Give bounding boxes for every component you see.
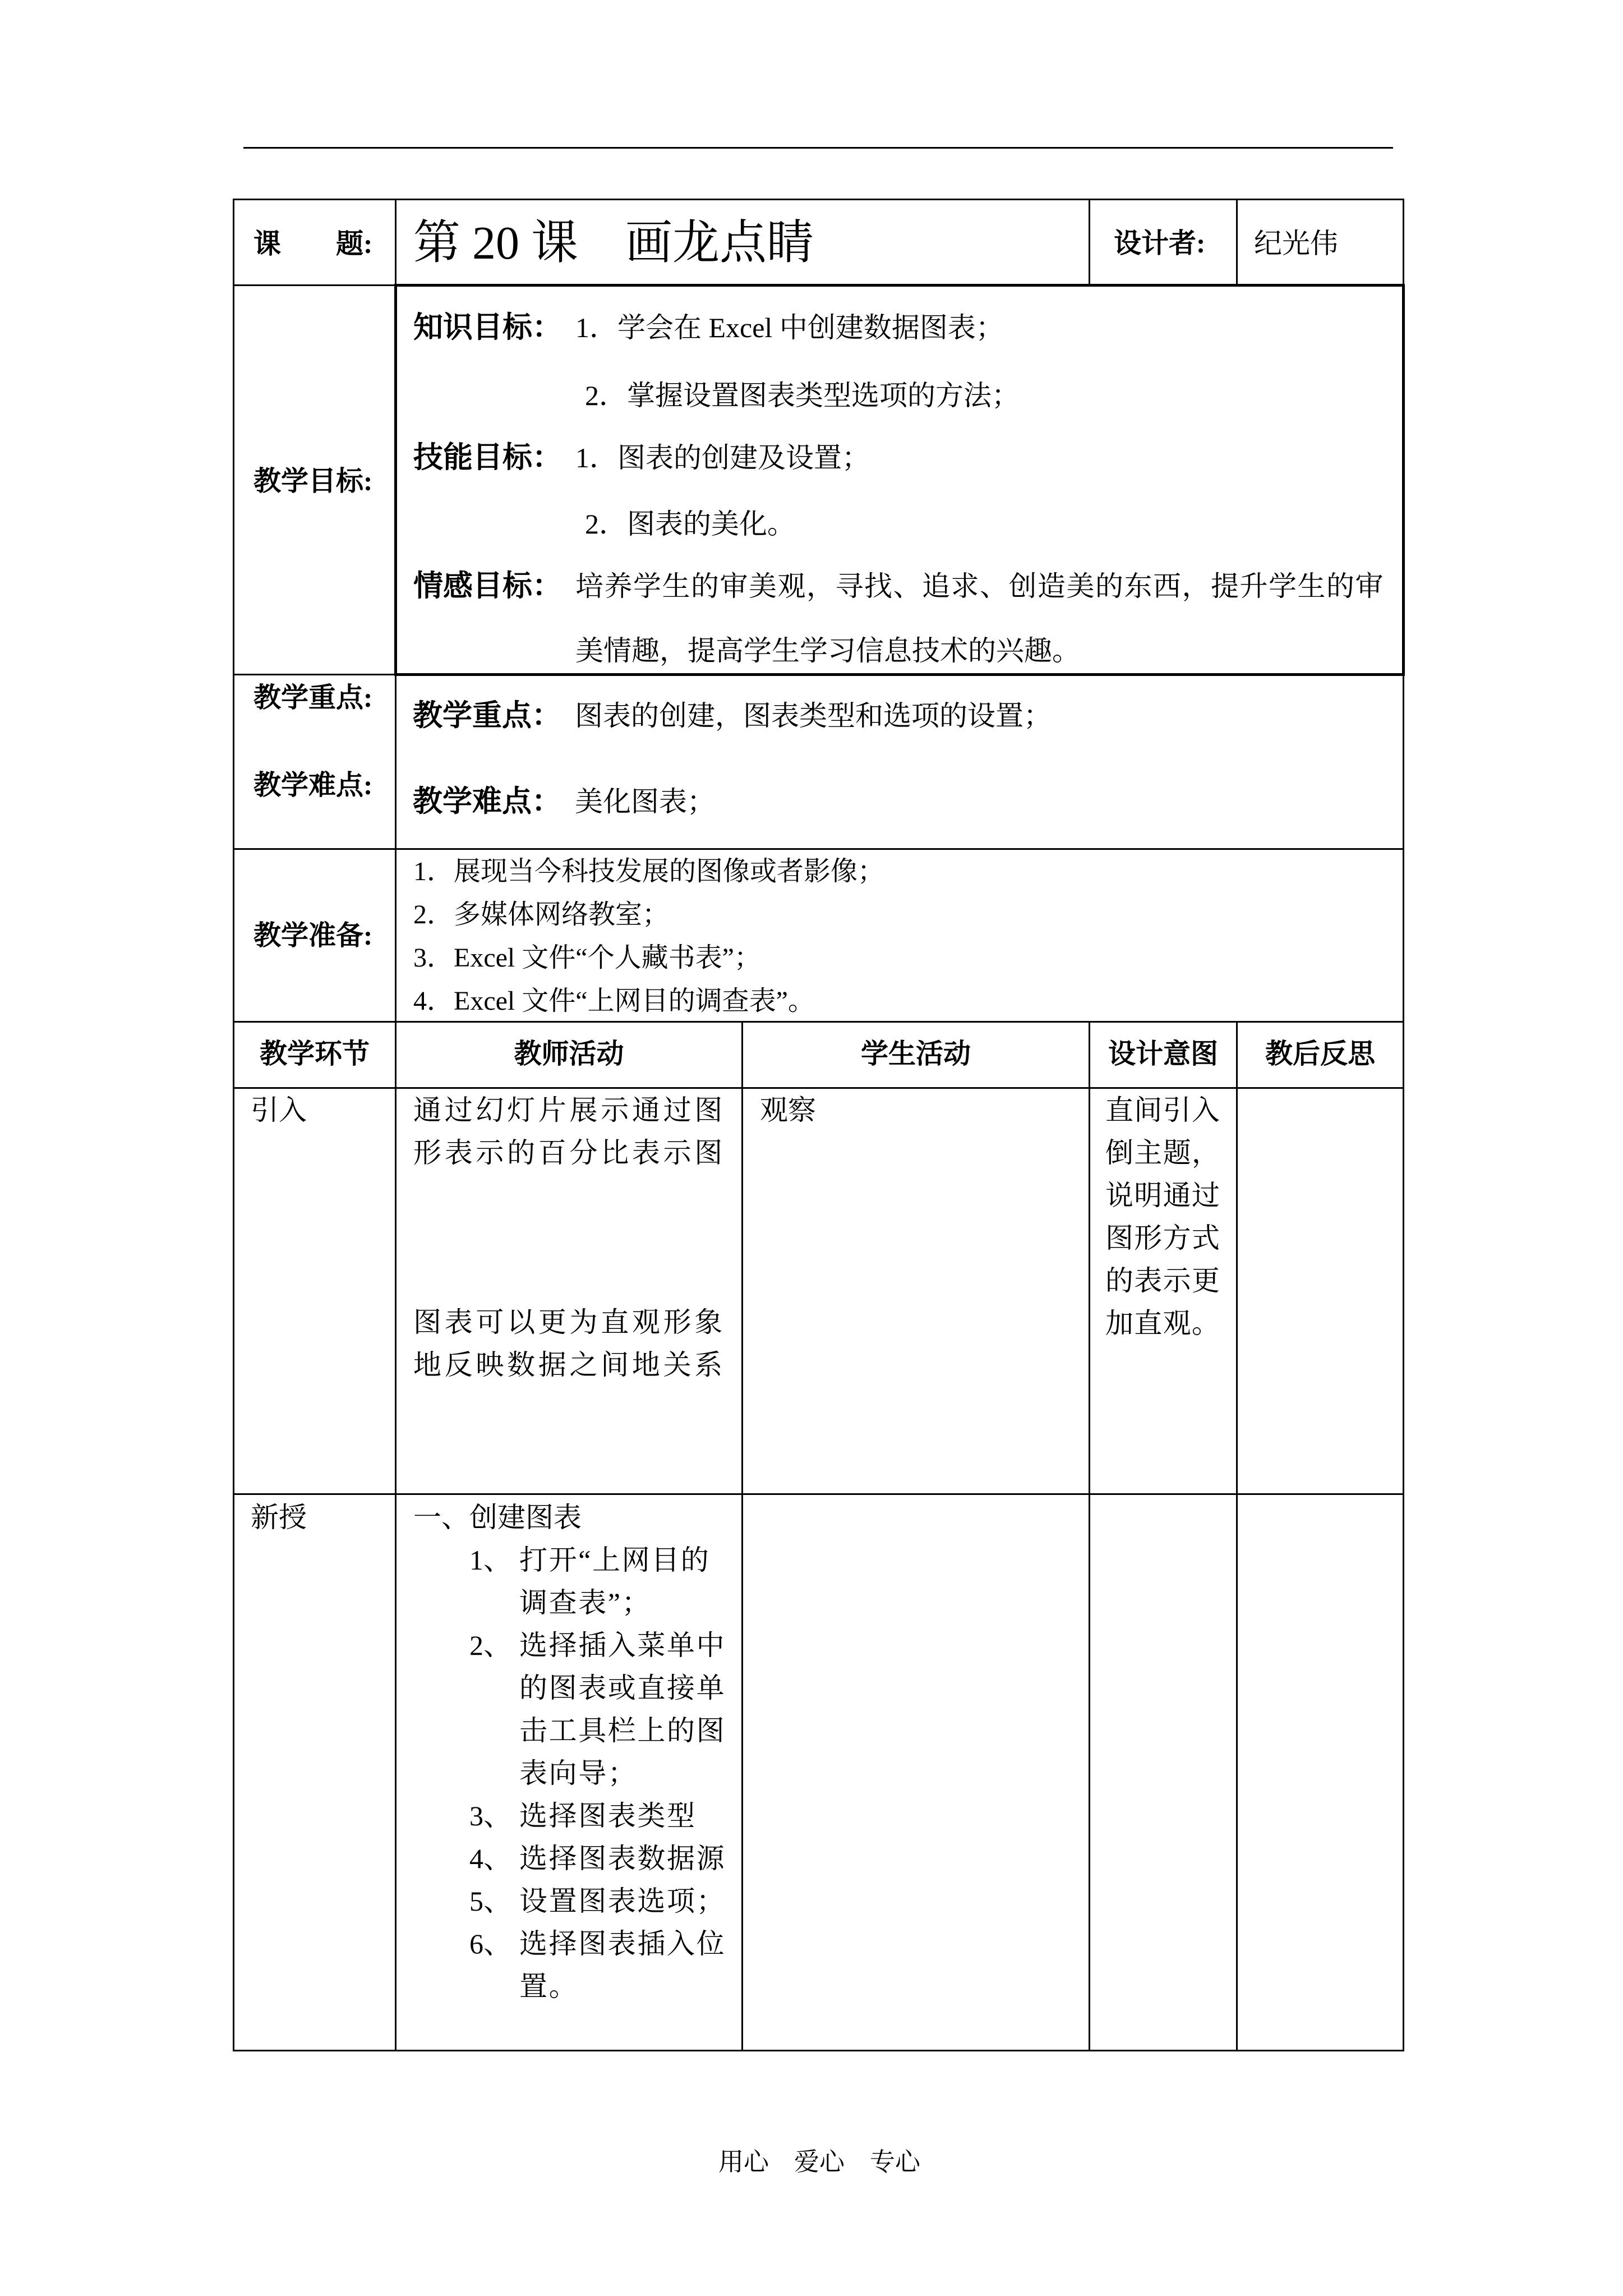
intro-intent-line: 的表示更 (1105, 1265, 1221, 1296)
new-lesson-stage-cell (233, 1493, 396, 2051)
emotion-objective-line (413, 568, 1384, 605)
knowledge-objective-item: 2．掌握设置图表类型选项的方法； (585, 380, 1020, 411)
step-number: 2、 (469, 1630, 511, 1661)
topic-label-cell (233, 199, 396, 286)
intro-intent-cell (1089, 1087, 1238, 1495)
header-design-intent: 设计意图 (1108, 1038, 1218, 1069)
focus-line (413, 697, 1052, 734)
step-text (519, 1880, 726, 1922)
intro-intent (1105, 1089, 1220, 1345)
new-lesson-heading: 一、创建图表 (413, 1502, 582, 1533)
header-reflection: 教后反思 (1265, 1038, 1375, 1069)
step-text (519, 1922, 726, 2008)
key-points-label-cell (233, 674, 396, 850)
preparation-label-cell (233, 848, 396, 1023)
difficulty-label: 教学难点: (253, 770, 373, 800)
step-line: 表向导； (519, 1757, 638, 1789)
intro-intent-line: 加直观。 (1105, 1308, 1221, 1339)
step-line: 调查表”； (519, 1587, 652, 1618)
header-student-activity: 学生活动 (860, 1038, 971, 1069)
designer-label: 设计者: (1114, 228, 1206, 259)
preparation-item: 4．Excel 文件“上网目的调查表”。 (413, 986, 815, 1016)
intro-stage: 引入 (251, 1094, 307, 1126)
knowledge-objective-label: 知识目标： (413, 311, 562, 344)
header-rule (243, 147, 1393, 149)
intro-intent-line: 图形方式 (1105, 1222, 1221, 1254)
intro-reflection-cell (1236, 1087, 1404, 1495)
preparation-list (413, 850, 884, 1023)
new-lesson-stage: 新授 (251, 1502, 307, 1533)
skill-objective-label: 技能目标： (413, 441, 562, 474)
objectives-label-cell (233, 284, 396, 675)
header-cell-intent (1089, 1021, 1238, 1089)
skill-objective-line (413, 505, 795, 542)
lesson-title: 第 20 课 画龙点睛 (413, 217, 814, 269)
difficulty-inline-label: 教学难点： (413, 785, 561, 818)
intro-teacher-line: 形表示的百分比表示图 (413, 1137, 726, 1168)
step-item (469, 1922, 726, 2008)
header-cell-reflection (1236, 1021, 1404, 1089)
emotion-objective-text: 培养学生的审美观，寻找、追求、创造美的东西，提升学生的审 (575, 570, 1384, 602)
header-cell-stage (233, 1021, 396, 1089)
difficulty-line (413, 783, 715, 820)
step-number: 1、 (469, 1544, 511, 1576)
step-text (519, 1795, 697, 1837)
new-lesson-student-cell (741, 1493, 1090, 2051)
preparation-label: 教学准备: (253, 920, 373, 951)
focus-inline-label: 教学重点： (413, 699, 561, 732)
step-line: 选择图表插入位 (519, 1928, 726, 1959)
intro-intent-line: 倒主题， (1105, 1137, 1221, 1168)
intro-teacher-line: 图表可以更为直观形象 (413, 1306, 726, 1338)
skill-objective-item: 2．图表的美化。 (585, 508, 795, 540)
step-line: 的图表或直接单 (519, 1672, 726, 1704)
intro-intent-line: 说明通过 (1105, 1180, 1221, 1211)
intro-teacher-paragraph (413, 1089, 726, 1174)
step-item (469, 1880, 726, 1922)
step-line: 选择插入菜单中 (519, 1630, 726, 1661)
step-line: 击工具栏上的图 (519, 1715, 726, 1746)
focus-text: 图表的创建，图表类型和选项的设置； (575, 700, 1052, 731)
step-line: 选择图表数据源 (519, 1843, 726, 1874)
step-number: 3、 (469, 1800, 511, 1832)
objectives-content-cell (394, 284, 1405, 676)
emotion-objective-line (413, 632, 1080, 669)
designer-cell (1236, 199, 1404, 286)
header-cell-student (741, 1021, 1090, 1089)
key-points-content-cell (395, 674, 1404, 850)
emotion-objective-label: 情感目标： (413, 569, 562, 602)
intro-teacher-line: 通过幻灯片展示通过图 (413, 1094, 726, 1126)
topic-label: 课 题: (253, 228, 373, 259)
knowledge-objective-line (413, 309, 1004, 346)
new-lesson-intent-cell (1089, 1493, 1238, 2051)
header-cell-teacher (395, 1021, 743, 1089)
step-item (469, 1539, 726, 1624)
preparation-item: 1．展现当今科技发展的图像或者影像； (413, 857, 885, 886)
intro-teacher-paragraph (413, 1301, 726, 1386)
emotion-objective-text: 美情趣，提高学生学习信息技术的兴趣。 (575, 635, 1080, 666)
intro-student-cell (741, 1087, 1090, 1495)
new-lesson-reflection-cell (1236, 1493, 1404, 2051)
step-line: 设置图表选项； (519, 1885, 726, 1917)
skill-objective-item: 1．图表的创建及设置； (575, 442, 870, 473)
step-line: 选择图表类型 (519, 1800, 697, 1832)
intro-stage-cell (233, 1087, 396, 1495)
step-number: 4、 (469, 1843, 511, 1874)
step-item (469, 1837, 726, 1880)
difficulty-text: 美化图表； (575, 786, 715, 817)
header-stage: 教学环节 (259, 1038, 370, 1069)
preparation-item: 2．多媒体网络教室； (413, 900, 670, 930)
header-teacher-activity: 教师活动 (514, 1038, 624, 1069)
step-number: 6、 (469, 1928, 511, 1959)
title-cell (395, 199, 1090, 286)
preparation-item: 3．Excel 文件“个人藏书表”； (413, 943, 761, 973)
step-text (519, 1837, 726, 1880)
intro-teacher-cell (395, 1087, 743, 1495)
intro-student-activity: 观察 (760, 1094, 816, 1126)
step-line: 置。 (519, 1971, 579, 2002)
step-number: 5、 (469, 1885, 511, 1917)
step-list (469, 1539, 726, 2008)
step-text (519, 1539, 710, 1624)
step-item (469, 1624, 726, 1795)
skill-objective-line (413, 439, 870, 476)
intro-teacher-line: 地反映数据之间地关系 (413, 1349, 726, 1381)
designer-label-cell (1089, 199, 1238, 286)
objectives-label: 教学目标: (253, 466, 373, 496)
step-text (519, 1624, 726, 1795)
step-item (469, 1795, 726, 1837)
page-footer: 用心 爱心 专心 (718, 2148, 921, 2176)
focus-label: 教学重点: (253, 682, 373, 713)
knowledge-objective-item: 1．学会在 Excel 中创建数据图表； (575, 312, 1004, 343)
preparation-content-cell (395, 848, 1404, 1023)
new-lesson-teacher-cell (395, 1493, 743, 2051)
step-line: 打开“上网目的 (519, 1544, 711, 1576)
knowledge-objective-line (413, 377, 1020, 414)
intro-intent-line: 直间引入 (1105, 1094, 1221, 1126)
designer-name: 纪光伟 (1254, 228, 1338, 259)
